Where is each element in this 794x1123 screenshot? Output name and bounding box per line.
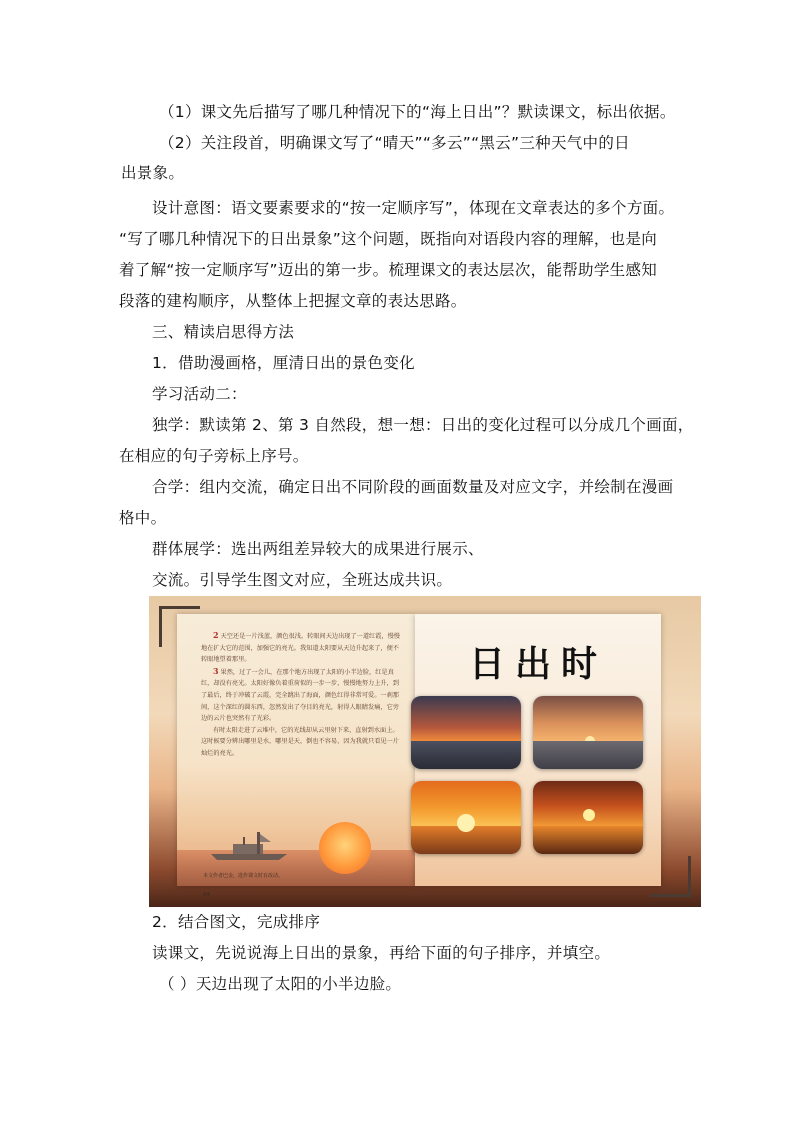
ship-icon [207, 828, 297, 862]
design-intent-line-2: “写了哪几种情况下的日出景象”这个问题，既指向对语段内容的理解，也是向 [119, 230, 658, 248]
design-intent-line-4: 段落的建构顺序，从整体上把握文章的表达思路。 [119, 292, 467, 310]
textbook-paragraph-4: 有时太阳走进了云堆中，它的光线却从云里射下来，直射到水面上。这时候要分辨出哪里是水，哪里是天，倒也不容易，因为我就只看见一片灿烂的亮光。 [201, 726, 399, 757]
photo-sea [411, 741, 521, 769]
activity-label: 学习活动二： [152, 385, 247, 403]
textbook-paragraph-2: 天空还是一片浅蓝，颜色很浅。转眼间天边出现了一道红霞，慢慢地在扩大它的范围，加强它的亮光。我知道太阳要从天边升起来了，便不转眼地望着那里。 [201, 633, 400, 664]
design-intent-line-3: 着了解“按一定顺序写”迈出的第一步。梳理课文的表达层次，能帮助学生感知 [119, 261, 658, 279]
textbook-page [177, 614, 415, 898]
group-study-line-1: 合学：组内交流，确定日出不同阶段的画面数量及对应文字，并绘制在漫画 [152, 478, 674, 496]
photo-sky [411, 696, 521, 741]
sun-icon [585, 736, 595, 741]
subheading-1: 1．借助漫画格，厘清日出的景色变化 [152, 354, 415, 372]
paragraph-number: 3 [213, 665, 219, 676]
design-intent-line-1: 设计意图：语文要素要求的“按一定顺序写”，体现在文章表达的多个方面。 [152, 199, 675, 217]
photo-sea [533, 826, 643, 854]
photo-sea [533, 741, 643, 769]
presentation-line-2: 交流。引导学生图文对应，全班达成共识。 [152, 571, 453, 589]
solo-study-line-2: 在相应的句子旁标上序号。 [119, 447, 309, 465]
section-heading: 三、精读启思得方法 [152, 323, 295, 341]
sunrise-photo-2 [533, 696, 643, 769]
sun-illustration [319, 822, 371, 874]
sun-icon [457, 814, 475, 832]
question-2-cont: 出景象。 [121, 164, 185, 182]
photo-sky [533, 696, 643, 741]
sun-icon [583, 809, 595, 821]
presentation-line-1: 群体展学：选出两组差异较大的成果进行展示、 [152, 540, 484, 558]
question-2: （2）关注段首，明确课文写了“晴天”“多云”“黑云”三种天气中的日 [159, 134, 630, 152]
textbook-paragraph-3: 果然，过了一会儿，在那个地方出现了太阳的小半边脸，红是真红，却没有亮光。太阳好像负着重荷似的一步一步，慢慢地努力上升，到了最后，终于冲破了云霞，完全跳出了海面，颜色红得非常可爱。一刹那间，这个深红的圆东西，忽然发出了夺目的亮光，射得人眼睛发痛，它旁边的云片也突然有了光彩。 [201, 668, 399, 723]
sorting-instruction: 读课文，先说说海上日出的景象，再给下面的句子排序，并填空。 [152, 944, 611, 962]
solo-study-line-1: 独学：默读第 2、第 3 自然段，想一想：日出的变化过程可以分成几个画面， [152, 416, 694, 434]
textbook-text [201, 630, 401, 760]
textbook-page-number: 64 [203, 892, 210, 898]
sorting-item-1: （ ）天边出现了太阳的小半边脸。 [159, 975, 402, 993]
slide-title: 日出时 [469, 644, 608, 685]
paragraph-number: 2 [213, 630, 219, 640]
question-1: （1）课文先后描写了哪几种情况下的“海上日出”？默读课文，标出依据。 [159, 103, 676, 121]
sunrise-photo-1 [411, 696, 521, 769]
sunrise-photo-4 [533, 781, 643, 854]
subheading-2: 2．结合图文，完成排序 [152, 913, 321, 931]
textbook-caption: 本文作者巴金，选作课文时有改动。 [203, 873, 284, 879]
group-study-line-2: 格中。 [119, 509, 167, 527]
sunrise-photo-3 [411, 781, 521, 854]
sunrise-slide-figure [149, 596, 701, 907]
